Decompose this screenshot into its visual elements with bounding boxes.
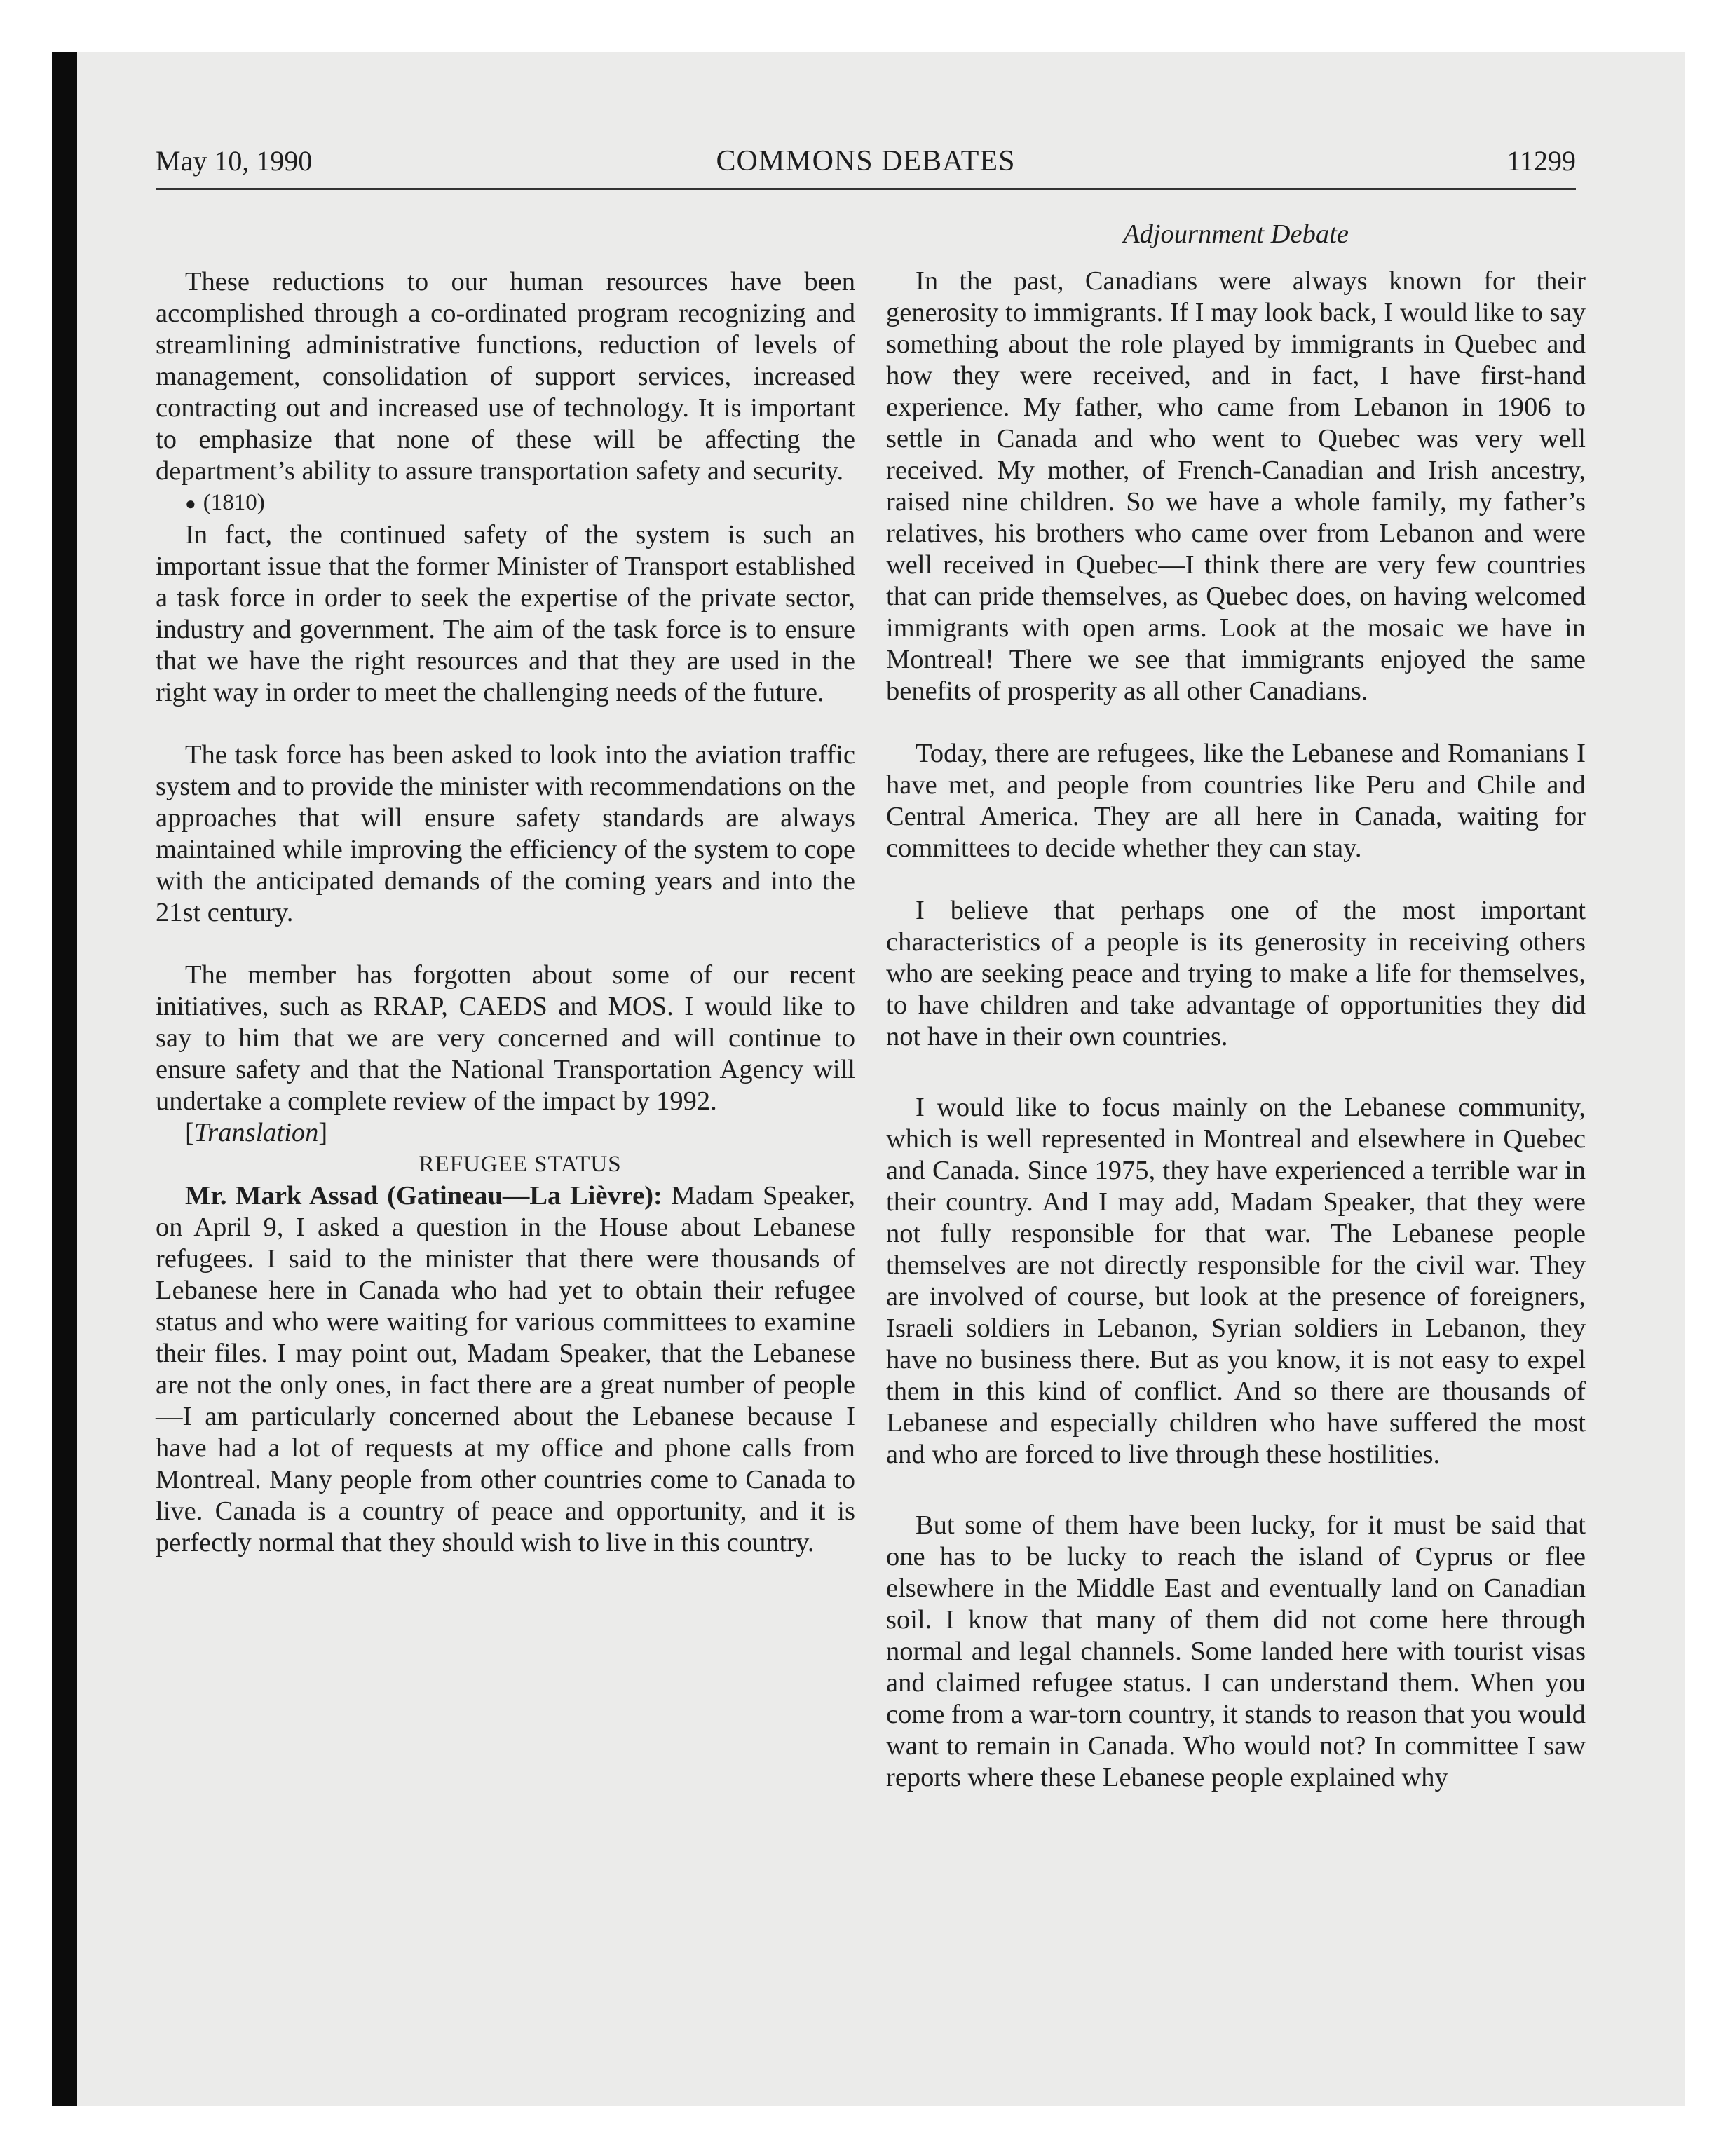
time-marker-text: (1810) xyxy=(203,490,265,515)
paragraph: In the past, Canadians were always known for their generosity to immigrants. If I may look back, I would like to say something about the role played by immigrants in Quebec and how they were received, and in fact, I have first-hand experience. My father, who came from Lebanon in 1906 to settle in Canada and who went to Quebec was very well received. My mother, of French-Canadian and Irish ancestry, raised nine children. So we have a whole family, my father’s relatives, his brothers who came over from Lebanon and were well received in Quebec—I think there are very few countries that can pride themselves, as Quebec does, on having welcomed immigrants with open arms. Look at the mosaic we have in Montreal! There we see that immigrants enjoyed the same benefits of prosperity as all other Canadians. xyxy=(886,266,1586,706)
time-marker xyxy=(156,487,855,519)
page-header xyxy=(156,139,1576,190)
header-publication: COMMONS DEBATES xyxy=(716,145,1016,177)
header-page-number: 11299 xyxy=(1506,145,1576,177)
scan-spine-shadow xyxy=(52,52,77,2106)
paragraph: I would like to focus mainly on the Lebanese community, which is well represented in Montreal and elsewhere in Quebec and Canada. Since 1975, they have experienced a terrible war in their country. And I may add, Madam Speaker, that they were not fully responsible for that war. The Lebanese people themselves are not directly responsible for the civil war. They are involved of course, but look at the presence of foreigners, Israeli soldiers in Lebanon, Syrian soldiers in Lebanon, they have no business there. But as you know, it is not easy to expel them in this kind of conflict. And so there are thousands of Lebanese and especially children who have suffered the most and who are forced to live through these hostilities. xyxy=(886,1093,1586,1469)
running-head: Adjournment Debate xyxy=(1123,219,1349,249)
section-heading: REFUGEE STATUS xyxy=(419,1152,622,1177)
bullet-icon: ● xyxy=(185,493,196,514)
translation-label-text: Translation xyxy=(193,1118,319,1147)
paragraph: Today, there are refugees, like the Lebanese and Romanians I have met, and people from countries like Peru and Chile and Central America. They are all here in Canada, waiting for committees to decide whether they can stay. xyxy=(886,739,1586,863)
header-date: May 10, 1990 xyxy=(156,145,313,177)
paragraph: These reductions to our human resources have been accomplished through a co-ordinated program recognizing and streamlining administrative functions, reduction of levels of management, consolidation of support services, increased contracting out and increased use of technology. It is important to emphasize that none of these will be affecting the department’s ability to assure transportation safety and security. xyxy=(156,267,855,486)
paragraph: The task force has been asked to look into the aviation traffic system and to provide the minister with recommendations on the approaches that will ensure safety standards are always maintained while improving the efficiency of the system to cope with the anticipated demands of the coming years and into the 21st century. xyxy=(156,740,855,927)
speech-paragraph xyxy=(156,1180,855,1559)
left-column xyxy=(156,266,855,1559)
paragraph: In fact, the continued safety of the system is such an important issue that the former Minister of Transport established a task force in order to seek the expertise of the private sector, industry and government. The aim of the task force is to ensure that we have the right resources and that they are used in the right way in order to meet the challenging needs of the future. xyxy=(156,520,855,707)
paragraph: The member has forgotten about some of our recent initiatives, such as RRAP, CAEDS and MOS. I would like to say to him that we are very concerned and will continue to ensure safety and that the National Transportation Agency will undertake a complete review of the impact by 1992. xyxy=(156,960,855,1116)
paragraph: But some of them have been lucky, for it must be said that one has to be lucky to reach the island of Cyprus or flee elsewhere in the Middle East and eventually land on Canadian soil. I know that many of them did not come here through normal and legal channels. Some landed here with tourist visas and claimed refugee status. I can understand them. When you come from a war-torn country, it stands to reason that you would want to remain in Canada. Who would not? In committee I saw reports where these Lebanese people explained why xyxy=(886,1510,1586,1792)
paragraph: I believe that perhaps one of the most important characteristics of a people is its generosity in receiving others who are seeking peace and trying to make a life for themselves, to have children and take advantage of opportunities they did not have in their own countries. xyxy=(886,896,1586,1051)
right-column xyxy=(886,219,1586,1794)
speech-text: Madam Speaker, on April 9, I asked a question in the House about Lebanese refugees. I said to the minister that there were thousands of Lebanese here in Canada who had yet to obtain their refugee status and who were waiting for various committees to examine their files. I may point out, Madam Speaker, that the Lebanese are not the only ones, in fact there are a great number of people—I am particularly concerned about the Lebanese because I have had a lot of requests at my office and phone calls from Montreal. Many people from other countries come to Canada to live. Canada is a country of peace and opportunity, and it is perfectly normal that they should wish to live in this country. xyxy=(156,1181,856,1557)
speaker-name: Mr. Mark Assad (Gatineau—La Lièvre): xyxy=(185,1181,662,1210)
translation-label: [Translation] xyxy=(185,1118,328,1147)
